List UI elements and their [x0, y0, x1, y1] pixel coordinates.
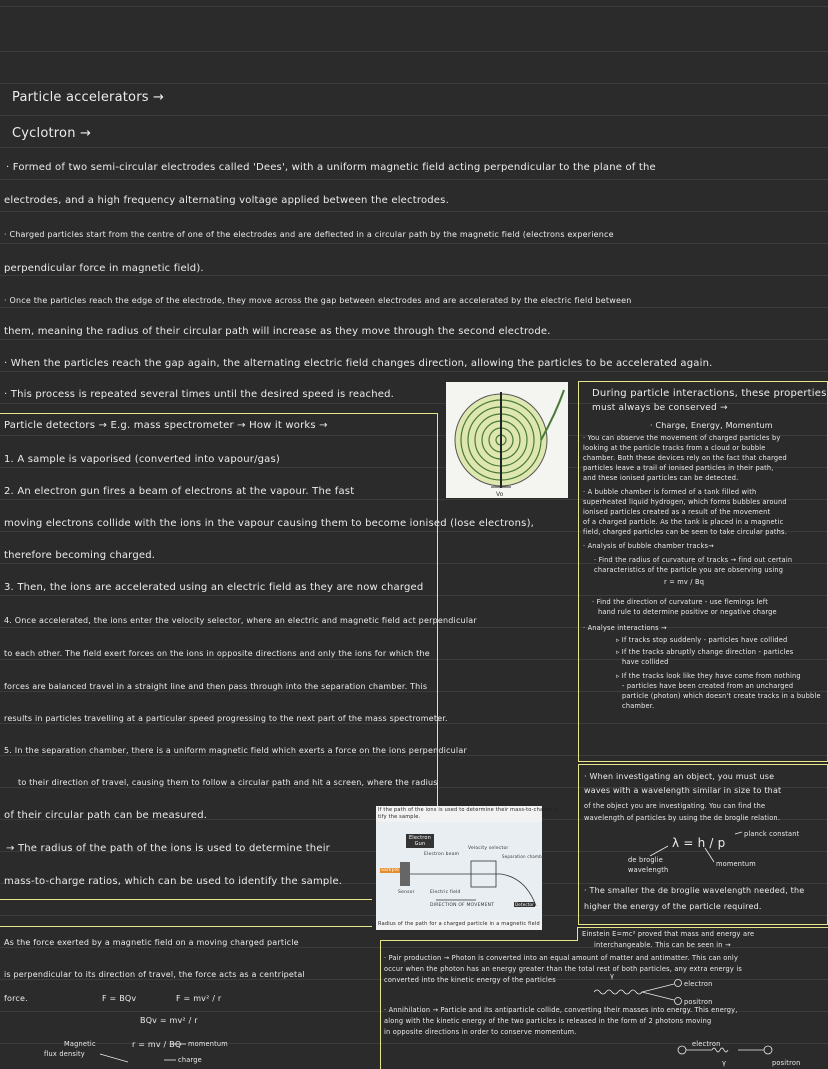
detectors-title: Particle detectors → E.g. mass spectrometer → How it works →: [4, 420, 328, 431]
interactions-line: - particles have been created from an uncharged: [622, 682, 794, 690]
velocity-selector-label: Velocity selector: [468, 846, 509, 851]
planck-label: planck constant: [744, 830, 800, 838]
interactions-line: · You can observe the movement of charged particles by: [583, 434, 781, 442]
pair-production-line: occur when the photon has an energy greater than the total rest of both particles, any extra energy is: [384, 965, 742, 973]
wavelength-label: de broglie: [628, 856, 664, 864]
positron-label: positron: [684, 998, 713, 1006]
cyclotron-line: them, meaning the radius of their circular path will increase as they move through the second electrode.: [4, 326, 551, 337]
cyclotron-diagram: [446, 382, 568, 498]
interactions-line: of a charged particle. As the tank is placed in a magnetic: [583, 518, 784, 526]
debroglie-line: · The smaller the de broglie wavelength needed, the: [584, 886, 805, 895]
interactions-line: field, charged particles can be seen to take circular paths.: [583, 528, 787, 536]
einstein-box-edge: [380, 940, 381, 1069]
centripetal-divider: [0, 926, 372, 927]
detector-step: to their direction of travel, causing them to follow a circular path and hit a screen, where the radius: [18, 778, 438, 787]
cyclotron-line: · Once the particles reach the edge of the electrode, they move across the gap between electrodes and are accelerated by the electric field between: [4, 296, 632, 305]
detector-step: therefore becoming charged.: [4, 550, 156, 561]
interactions-line: ▹ If tracks stop suddenly - particles have collided: [616, 636, 788, 644]
debroglie-line: · When investigating an object, you must use: [584, 772, 775, 781]
interactions-line: During particle interactions, these properties: [592, 388, 827, 399]
detector-step: forces are balanced travel in a straight line and then pass through into the separation chamber. This: [4, 682, 428, 691]
charge-annotation: charge: [178, 1056, 202, 1064]
pair-production-line: converted into the kinetic energy of the particles: [384, 976, 556, 984]
electron-beam-label: Electron beam: [424, 852, 460, 857]
mass-spectrometer-diagram: [376, 806, 560, 930]
cyclotron-line: perpendicular force in magnetic field).: [4, 263, 204, 274]
page-heading: Particle accelerators →: [12, 90, 165, 105]
pair-production-line: · Pair production → Photon is converted into an equal amount of matter and antimatter. This can only: [384, 954, 739, 962]
interactions-line: ▹ If the tracks abruptly change direction - particles: [616, 648, 794, 656]
equation-bqv: BQv = mv² / r: [140, 1016, 198, 1025]
equation-radius: r = mv / BQ: [132, 1040, 182, 1049]
figure-caption-top: If the path of the ions is used to determine their mass-to-charge ra: [378, 807, 560, 813]
detector-box-bottom: [0, 899, 372, 900]
cyclotron-svg: [446, 382, 568, 498]
cyclotron-line: · This process is repeated several times until the desired speed is reached.: [4, 389, 395, 400]
equation-f-mv2r: F = mv² / r: [176, 994, 222, 1003]
flux-label: Magnetic: [64, 1040, 96, 1048]
interactions-line: · A bubble chamber is formed of a tank filled with: [583, 488, 757, 496]
detector-step: 5. In the separation chamber, there is a uniform magnetic field which exerts a force on the ions perpendicular: [4, 746, 467, 755]
einstein-box-top: [578, 927, 828, 928]
interactions-line: ionised particles created as a result of the movement: [583, 508, 771, 516]
cyclotron-line: electrodes, and a high frequency alternating voltage applied between the electrodes.: [4, 195, 449, 206]
debroglie-line: waves with a wavelength similar in size to that: [584, 786, 782, 795]
interactions-line: particles leave a trail of ionised particles in their path,: [583, 464, 774, 472]
positron-label: positron: [772, 1059, 801, 1067]
cyclotron-vo-label: Vo: [496, 491, 504, 498]
interactions-line: · Analysis of bubble chamber tracks→: [583, 542, 714, 550]
annihilation-line: · Annihilation → Particle and its antiparticle collide, converting their masses into energy. This energy,: [384, 1006, 738, 1014]
interactions-formula: r = mv / Bq: [664, 578, 705, 586]
centripetal-line: As the force exerted by a magnetic field on a moving charged particle: [4, 938, 299, 947]
cyclotron-line: · Formed of two semi-circular electrodes called 'Dees', with a uniform magnetic field acting perpendicular to the plane of the: [6, 162, 656, 173]
sample-label: Sample: [381, 868, 400, 873]
interactions-line: must always be conserved →: [592, 403, 728, 413]
wavelength-label: wavelength: [628, 866, 669, 874]
debroglie-line: of the object you are investigating. You can find the: [584, 802, 766, 810]
detector-step: 1. A sample is vaporised (converted into vapour/gas): [4, 454, 281, 465]
momentum-label: momentum: [716, 860, 756, 868]
direction-label: DIRECTION OF MOVEMENT: [430, 903, 495, 908]
electron-label: electron: [692, 1040, 721, 1048]
figure-caption-bottom: Radius of the path for a charged particle in a magnetic field: [378, 921, 540, 927]
detector-step: 3. Then, the ions are accelerated using an electric field as they are now charged: [4, 582, 424, 593]
momentum-annotation: momentum: [188, 1040, 228, 1048]
detector-step: mass-to-charge ratios, which can be used to identify the sample.: [4, 876, 343, 887]
photon-label: γ: [610, 972, 615, 980]
interactions-line: characteristics of the particle you are observing using: [594, 566, 784, 574]
detector-step: of their circular path can be measured.: [4, 810, 208, 821]
interactions-line: particle (photon) which doesn't create tracks in a bubble: [622, 692, 821, 700]
detector-box-top: [0, 413, 438, 414]
separation-chamber-label: Separation chamber: [502, 854, 547, 859]
debroglie-formula: λ = h / p: [672, 836, 726, 850]
sensor-label: Sensor: [398, 890, 415, 895]
interactions-line: · Find the radius of curvature of tracks → find out certain: [594, 556, 793, 564]
cyclotron-line: · When the particles reach the gap again, the alternating electric field changes direction, allowing the particles to be accelerated again.: [4, 358, 713, 369]
debroglie-line: higher the energy of the particle required.: [584, 902, 762, 911]
centripetal-line: is perpendicular to its direction of travel, the force acts as a centripetal: [4, 970, 305, 979]
detector-step: moving electrons collide with the ions in the vapour causing them to become ionised (lose electrons),: [4, 518, 535, 529]
centripetal-line: force.: [4, 994, 28, 1003]
interactions-line: chamber.: [622, 702, 655, 710]
detector-label: Detector: [515, 902, 535, 907]
electron-gun-label: Electron Gun: [406, 834, 434, 848]
spectrometer-svg: [376, 806, 542, 930]
interactions-line: have collided: [622, 658, 669, 666]
einstein-line: Einstein E=mc² proved that mass and energy are: [582, 930, 755, 938]
einstein-line: interchangeable. This can be seen in →: [594, 941, 731, 949]
gamma-label: γ: [722, 1059, 727, 1067]
debroglie-line: wavelength of particles by using the de broglie relation.: [584, 814, 781, 822]
interactions-line: chamber. Both these devices rely on the fact that charged: [583, 454, 787, 462]
electric-field-label: Electric field: [430, 890, 461, 895]
einstein-box-top-left: [380, 940, 578, 941]
annihilation-line: along with the kinetic energy of the two particles is released in the form of 2 photons moving: [384, 1017, 712, 1025]
annihilation-line: in opposite directions in order to conserve momentum.: [384, 1028, 577, 1036]
interactions-line: · Charge, Energy, Momentum: [650, 421, 773, 430]
electron-label: electron: [684, 980, 713, 988]
cyclotron-line: · Charged particles start from the centre of one of the electrodes and are deflected in a circular path by the magnetic field (electrons experience: [4, 230, 614, 239]
detector-step: 4. Once accelerated, the ions enter the velocity selector, where an electric and magnetic field act perpendicular: [4, 616, 477, 625]
detector-step: 2. An electron gun fires a beam of electrons at the vapour. The fast: [4, 486, 355, 497]
interactions-line: and these ionised particles can be detected.: [583, 474, 739, 482]
interactions-line: ▹ If the tracks look like they have come from nothing: [616, 672, 801, 680]
equation-f-bqv: F = BQv: [102, 994, 137, 1003]
detector-step: results in particles travelling at a particular speed progressing to the next part of the mass spectrometer.: [4, 714, 448, 723]
detector-step: to each other. The field exert forces on the ions in opposite directions and only the ions for which the: [4, 649, 430, 658]
interactions-line: looking at the particle tracks from a cloud or bubble: [583, 444, 766, 452]
figure-caption-top: tify the sample.: [378, 814, 421, 820]
detector-step: → The radius of the path of the ions is used to determine their: [6, 843, 330, 854]
cyclotron-title: Cyclotron →: [12, 126, 92, 141]
interactions-line: superheated liquid hydrogen, which forms bubbles around: [583, 498, 787, 506]
flux-label: flux density: [44, 1050, 85, 1058]
einstein-box-left: [577, 927, 578, 941]
interactions-line: · Find the direction of curvature - use flemings left: [592, 598, 768, 606]
interactions-line: hand rule to determine positive or negative charge: [598, 608, 777, 616]
interactions-line: · Analyse interactions →: [583, 624, 667, 632]
